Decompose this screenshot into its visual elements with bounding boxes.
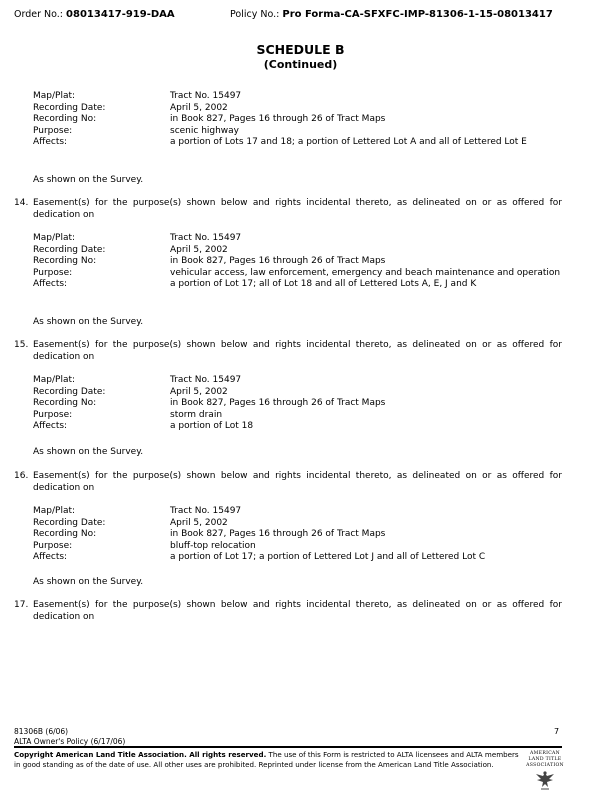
field-row: [33, 421, 562, 433]
survey-note: As shown on the Survey.: [33, 577, 144, 587]
field-value: in Book 827, Pages 16 through 26 of Tract Maps: [170, 114, 386, 125]
field-label: Affects:: [33, 137, 68, 148]
field-value: Tract No. 15497: [170, 506, 242, 516]
field-row: [33, 114, 562, 126]
logo-line: AMERICAN: [530, 751, 560, 756]
field-value: Tract No. 15497: [170, 375, 242, 385]
form-number: 81306B (6/06): [14, 727, 69, 736]
field-row: [33, 233, 562, 245]
footer-divider: [14, 746, 562, 748]
field-row: [33, 541, 562, 553]
field-value: a portion of Lot 18: [170, 421, 254, 432]
field-label: Affects:: [33, 421, 68, 432]
policy-number: [230, 9, 553, 20]
survey-note: As shown on the Survey.: [33, 175, 144, 185]
field-value: scenic highway: [170, 125, 240, 136]
field-value: storm drain: [170, 409, 223, 420]
field-row: [33, 375, 562, 387]
exception-item-14: [14, 198, 562, 221]
field-value: April 5, 2002: [170, 517, 228, 528]
exception-item-17: [14, 600, 562, 623]
item-number: 15.: [14, 340, 29, 350]
field-row: [33, 387, 562, 399]
field-row: [33, 268, 562, 280]
field-row: [33, 137, 562, 149]
item-number: 14.: [14, 198, 29, 208]
field-row: [33, 506, 562, 518]
field-value: vehicular access, law enforcement, emergency and beach maintenance and operation: [170, 267, 561, 278]
survey-note: As shown on the Survey.: [33, 447, 144, 457]
order-value: 08013417-919-DAA: [66, 9, 175, 20]
field-label: Recording Date:: [33, 386, 106, 397]
field-label: Recording No:: [33, 529, 97, 540]
copyright-notice: [14, 750, 524, 769]
field-row: [33, 398, 562, 410]
page-title: SCHEDULE B: [256, 42, 345, 57]
field-value: a portion of Lots 17 and 18; a portion of Lettered Lot A and all of Lettered Lot E: [170, 137, 527, 148]
field-label: Map/Plat:: [33, 233, 76, 243]
field-value: Tract No. 15497: [170, 91, 242, 101]
field-label: Purpose:: [33, 267, 73, 278]
item-number: 17.: [14, 600, 29, 610]
field-label: Recording No:: [33, 256, 97, 267]
field-value: bluff-top relocation: [170, 540, 256, 551]
exception-item-15: [14, 340, 562, 363]
copyright-text: The use of this Form is restricted to ALTA licensees and ALTA members in good standing as of the date of use. All other uses are prohibited. Reprinted under license from the American Land Title Association.: [14, 750, 519, 769]
field-label: Recording Date:: [33, 244, 106, 255]
field-value: April 5, 2002: [170, 102, 228, 113]
order-label: Order No.:: [14, 9, 63, 20]
field-label: Recording No:: [33, 398, 97, 409]
alta-logo: [526, 751, 564, 794]
item-text: Easement(s) for the purpose(s) shown below and rights incidental thereto, as delineated on or as offered for dedication on: [33, 198, 562, 220]
field-label: Map/Plat:: [33, 506, 76, 516]
logo-line: LAND TITLE: [528, 756, 562, 762]
item-text: Easement(s) for the purpose(s) shown below and rights incidental thereto, as delineated on or as offered for dedication on: [33, 340, 562, 362]
field-row: [33, 103, 562, 115]
field-label: Purpose:: [33, 540, 73, 551]
field-value: April 5, 2002: [170, 244, 228, 255]
field-label: Purpose:: [33, 125, 73, 136]
exception-item-16: [14, 471, 562, 494]
field-label: Recording Date:: [33, 517, 106, 528]
field-label: Affects:: [33, 279, 68, 290]
field-row: [33, 552, 562, 564]
eagle-icon: [534, 770, 556, 790]
field-row: [33, 410, 562, 422]
field-value: in Book 827, Pages 16 through 26 of Tract Maps: [170, 256, 386, 267]
field-row: [33, 91, 562, 103]
policy-label: Policy No.:: [230, 9, 280, 20]
field-row: [33, 245, 562, 257]
page-number: 7: [554, 727, 560, 736]
field-value: in Book 827, Pages 16 through 26 of Tract Maps: [170, 529, 386, 540]
field-label: Affects:: [33, 552, 68, 563]
policy-value: Pro Forma-CA-SFXFC-IMP-81306-1-15-08013417: [282, 9, 553, 20]
order-number: [14, 9, 175, 20]
field-value: a portion of Lot 17; all of Lot 18 and all of Lettered Lots A, E, J and K: [170, 279, 477, 290]
field-label: Map/Plat:: [33, 375, 76, 385]
field-table: [33, 506, 562, 564]
field-table: [33, 233, 562, 291]
item-number: 16.: [14, 471, 29, 481]
field-label: Purpose:: [33, 409, 73, 420]
field-row: [33, 279, 562, 291]
logo-line: ASSOCIATION: [526, 762, 564, 768]
field-row: [33, 518, 562, 530]
field-row: [33, 126, 562, 138]
field-value: April 5, 2002: [170, 386, 228, 397]
field-table: [33, 91, 562, 149]
field-value: a portion of Lot 17; a portion of Lettered Lot J and all of Lettered Lot C: [170, 552, 486, 563]
copyright-bold: Copyright American Land Title Association. All rights reserved.: [14, 750, 267, 759]
field-label: Recording No:: [33, 114, 97, 125]
field-label: Map/Plat:: [33, 91, 76, 101]
item-text: Easement(s) for the purpose(s) shown below and rights incidental thereto, as delineated on or as offered for dedication on: [33, 600, 562, 622]
field-value: in Book 827, Pages 16 through 26 of Tract Maps: [170, 398, 386, 409]
field-table: [33, 375, 562, 433]
field-row: [33, 529, 562, 541]
page-subtitle: (Continued): [263, 58, 338, 71]
survey-note: As shown on the Survey.: [33, 317, 144, 327]
form-name: ALTA Owner's Policy (6/17/06): [14, 737, 126, 746]
field-row: [33, 256, 562, 268]
item-text: Easement(s) for the purpose(s) shown below and rights incidental thereto, as delineated on or as offered for dedication on: [33, 471, 562, 493]
field-label: Recording Date:: [33, 102, 106, 113]
field-value: Tract No. 15497: [170, 233, 242, 243]
